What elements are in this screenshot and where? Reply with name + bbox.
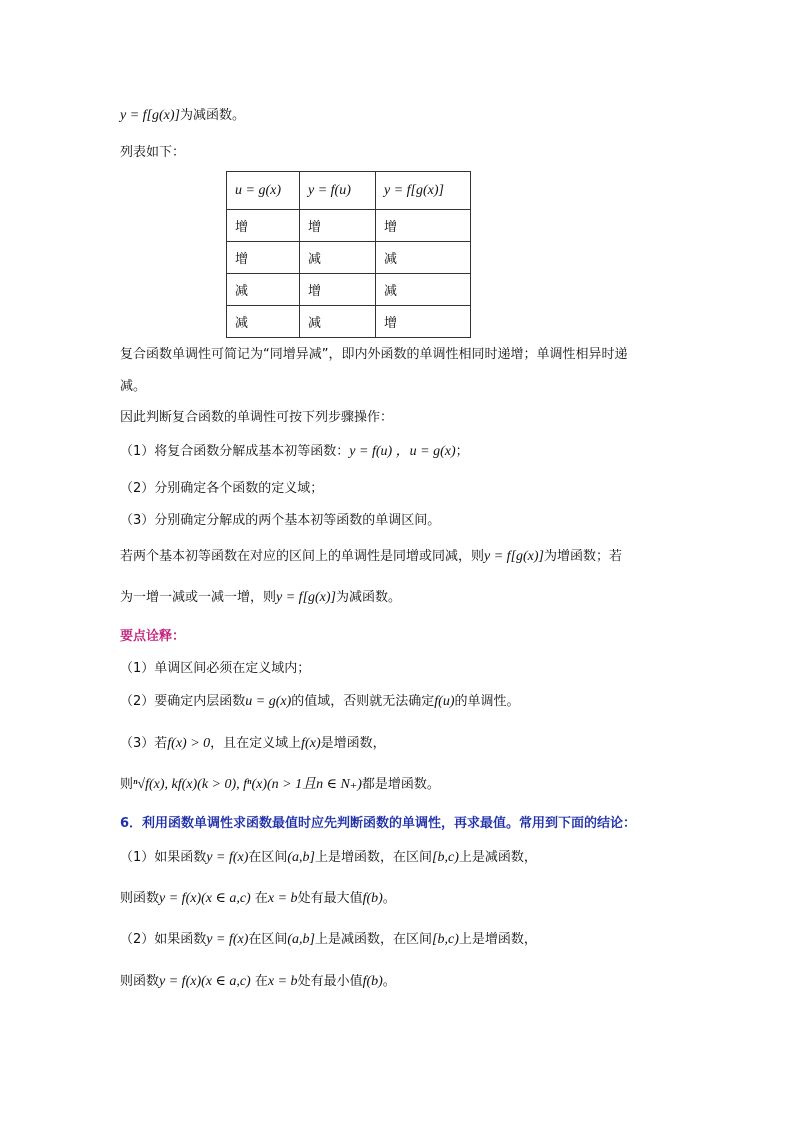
key-points-heading: 要点诠释： <box>120 629 186 644</box>
text: （2）如果函数 <box>120 932 207 947</box>
formula: f(b) <box>362 891 383 906</box>
table-header: y = f(u) <box>300 172 376 210</box>
formula: y = f[g(x)] <box>120 108 180 123</box>
text: 在区间 <box>248 932 288 947</box>
section-6-heading: 6．利用函数单调性求函数最值时应先判断函数的单调性，再求最值。常用到下面的结论： <box>120 816 637 831</box>
formula: f(x) <box>301 736 321 751</box>
table-cell: 减 <box>376 274 471 306</box>
text: （3）若 <box>120 736 168 751</box>
table-cell: 增 <box>376 210 471 242</box>
text: 则 <box>120 777 134 792</box>
table-cell: 增 <box>227 210 300 242</box>
text: 的值域，否则就无法确定 <box>291 694 435 709</box>
paragraph-summary-line2: 减。 <box>120 379 147 394</box>
table-cell: 增 <box>227 242 300 274</box>
steps-intro: 因此判断复合函数的单调性可按下列步骤操作： <box>120 410 394 425</box>
formula: y = f[g(x)] <box>276 590 337 605</box>
formula: x = b <box>267 974 298 989</box>
table-cell: 减 <box>300 242 376 274</box>
conclusion-2-line2 <box>120 972 396 992</box>
table-cell: 增 <box>300 210 376 242</box>
formula: [b,c) <box>432 932 459 947</box>
table-cell: 减 <box>227 274 300 306</box>
text: 为减函数。 <box>336 590 402 605</box>
table-row <box>227 274 471 306</box>
step-3: （3）分别确定分解成的两个基本初等函数的单调区间。 <box>120 513 441 528</box>
table-row <box>227 306 471 338</box>
text: 为一增一减或一减一增，则 <box>120 590 277 605</box>
key-point-3 <box>120 734 386 754</box>
formula: y = f(x) <box>206 850 249 865</box>
text: （2）要确定内层函数 <box>120 694 246 709</box>
formula: y = f[g(x)] <box>484 549 545 564</box>
conclusion-1-line1 <box>120 848 537 868</box>
text: 则函数 <box>120 891 160 906</box>
paragraph-summary-line1: 复合函数单调性可简记为“同增异减”，即内外函数的单调性相同时递增；单调性相异时递 <box>120 347 628 362</box>
text: 上是减函数， <box>458 850 537 865</box>
text: 为增函数；若 <box>544 549 623 564</box>
formula: (a,b] <box>287 932 316 947</box>
text: （1）如果函数 <box>120 850 207 865</box>
step-2: （2）分别确定各个函数的定义域； <box>120 481 324 496</box>
text: 处有最大值 <box>297 891 363 906</box>
text: 为减函数。 <box>180 108 246 123</box>
text: 的单调性。 <box>454 694 520 709</box>
formula: x = b <box>267 891 298 906</box>
monotonicity-table <box>226 171 471 338</box>
formula: y = f(x) <box>206 932 249 947</box>
table-row <box>227 210 471 242</box>
rule-line1 <box>120 547 622 567</box>
formula: f(x) > 0 <box>167 736 211 751</box>
text: 处有最小值 <box>297 974 363 989</box>
text: （1）将复合函数分解成基本初等函数： <box>120 444 350 459</box>
conclusion-1-line2 <box>120 889 396 909</box>
key-point-2 <box>120 692 520 712</box>
key-point-1: （1）单调区间必须在定义域内； <box>120 661 311 676</box>
line-result-decreasing <box>120 106 245 126</box>
text: 在 <box>254 974 268 989</box>
table-cell: 增 <box>376 306 471 338</box>
table-intro: 列表如下： <box>120 145 186 160</box>
text: 都是增函数。 <box>361 777 440 792</box>
formula: ⁿ√f(x), kf(x)(k > 0), fⁿ(x)(n > 1且n ∈ N₊) <box>133 777 362 792</box>
formula: f(u) <box>434 694 455 709</box>
formula: f(b) <box>362 974 383 989</box>
text: 在区间 <box>248 850 288 865</box>
table-cell: 减 <box>227 306 300 338</box>
text: 上是减函数，在区间 <box>315 932 433 947</box>
table-header: u = g(x) <box>227 172 300 210</box>
text: 是增函数， <box>320 736 386 751</box>
text: ，且在定义域上 <box>210 736 302 751</box>
rule-line2 <box>120 588 401 608</box>
conclusion-2-line1 <box>120 930 537 950</box>
step-1 <box>120 442 469 462</box>
text: 则函数 <box>120 974 160 989</box>
text: 若两个基本初等函数在对应的区间上的单调性是同增或同减，则 <box>120 549 485 564</box>
text: 上是增函数， <box>458 932 537 947</box>
formula: u = g(x) <box>245 694 292 709</box>
formula: y = f(x)(x ∈ a,c) <box>159 891 251 906</box>
key-point-3-conclusion <box>120 775 440 795</box>
formula: y = f(x)(x ∈ a,c) <box>159 974 251 989</box>
formula: [b,c) <box>432 850 459 865</box>
table-header: y = f[g(x)] <box>376 172 471 210</box>
formula: y = f(u) ，u = g(x) <box>349 444 456 459</box>
table-row <box>227 242 471 274</box>
text: 。 <box>382 891 396 906</box>
text: 上是增函数，在区间 <box>315 850 433 865</box>
table-cell: 减 <box>376 242 471 274</box>
table-header-row <box>227 172 471 210</box>
text: 。 <box>382 974 396 989</box>
text: 在 <box>254 891 268 906</box>
formula: (a,b] <box>287 850 316 865</box>
text: ； <box>455 444 469 459</box>
table-cell: 减 <box>300 306 376 338</box>
table-cell: 增 <box>300 274 376 306</box>
